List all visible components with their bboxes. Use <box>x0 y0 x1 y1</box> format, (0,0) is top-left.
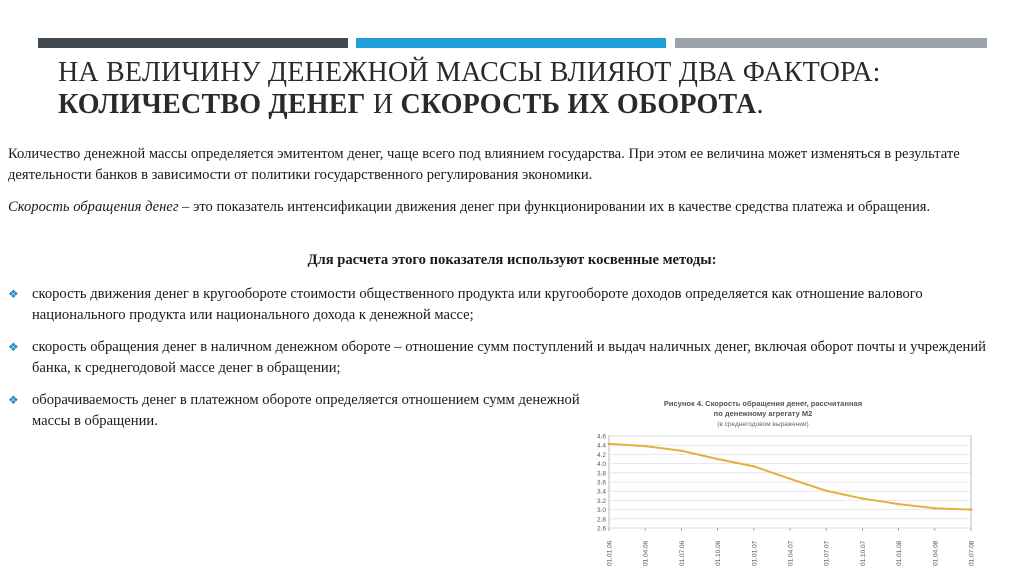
chart-y-tick-label: 3.4 <box>596 488 606 496</box>
chart-y-tick-label: 2.6 <box>596 525 606 533</box>
bullet-item <box>8 390 588 432</box>
accent-bar-grey <box>675 38 987 48</box>
chart-y-tick-label: 3.0 <box>596 507 606 515</box>
chart-data-point <box>680 449 683 452</box>
title-end: . <box>756 89 764 120</box>
chart-x-tick-label: 01.04.08 <box>932 540 940 566</box>
bullet-text: скорость движения денег в кругообороте стоимости общественного продукта или кругообороте доходов определяется как отношение валового национального продукта или национального дохода к денежной массе; <box>32 286 923 323</box>
chart-x-tick-label: 01.01.07 <box>751 540 759 566</box>
title-line-1: НА ВЕЛИЧИНУ ДЕНЕЖНОЙ МАССЫ ВЛИЯЮТ ДВА ФАКТОРА: <box>58 57 881 88</box>
chart-x-tick-label: 01.07.07 <box>823 540 831 566</box>
chart-y-tick-label: 3.2 <box>596 497 606 505</box>
diamond-bullet-icon: ❖ <box>8 340 19 354</box>
velocity-chart <box>583 394 979 576</box>
chart-title-line-1: Рисунок 4. Скорость обращения денег, рассчитанная <box>663 399 863 408</box>
chart-data-point <box>716 458 719 461</box>
chart-x-tick-label: 01.07.08 <box>968 540 976 566</box>
chart-x-tick-label: 01.01.08 <box>896 540 904 566</box>
title-bold-2: СКОРОСТЬ ИХ ОБОРОТА <box>400 89 757 120</box>
chart-y-tick-label: 4.6 <box>596 433 606 441</box>
chart-data-point <box>753 465 756 468</box>
chart-canvas <box>583 394 979 576</box>
chart-y-tick-label: 4.2 <box>596 451 606 459</box>
bullet-text: оборачиваемость денег в платежном обороте определяется отношением сумм денежной массы в обращении. <box>32 392 580 429</box>
chart-y-tick-label: 4.4 <box>596 442 606 450</box>
chart-data-point <box>897 503 900 506</box>
chart-y-tick-label: 3.6 <box>596 479 606 487</box>
slide-title <box>58 57 998 121</box>
chart-data-point <box>825 489 828 492</box>
paragraph-velocity-definition <box>8 197 1008 218</box>
title-bold-1: КОЛИЧЕСТВО ДЕНЕГ <box>58 89 366 120</box>
methods-heading: Для расчета этого показателя используют косвенные методы: <box>307 252 717 268</box>
chart-x-tick-label: 01.10.07 <box>859 540 867 566</box>
chart-x-tick-label: 01.07.06 <box>678 540 686 566</box>
chart-data-point <box>861 497 864 500</box>
velocity-term: Скорость обращения денег <box>8 199 179 215</box>
chart-y-tick-label: 4.0 <box>596 461 606 469</box>
bullet-item <box>8 337 1008 379</box>
chart-series-line <box>609 444 971 510</box>
chart-y-tick-label: 2.8 <box>596 516 606 524</box>
chart-x-tick-label: 01.01.06 <box>606 540 614 566</box>
bullet-text: скорость обращения денег в наличном денежном обороте – отношение сумм поступлений и выдач наличных денег, включая оборот почты и учреждений банка, к среднегодовой массе денег в обращении; <box>32 339 986 376</box>
velocity-definition: – это показатель интенсификации движения денег при функционировании их в качестве средства платежа и обращения. <box>178 199 931 215</box>
bullet-item <box>8 284 1008 326</box>
chart-x-tick-label: 01.04.07 <box>787 540 795 566</box>
title-mid: И <box>365 89 401 120</box>
diamond-bullet-icon: ❖ <box>8 287 19 301</box>
chart-title-line-2: по денежному агрегату М2 <box>713 409 813 418</box>
chart-data-point <box>934 507 937 510</box>
paragraph-money-supply: Количество денежной массы определяется эмитентом денег, чаще всего под влиянием государства. При этом ее величина может изменяться в результате деятельности банков в зависимости от политики государственного регулирования экономики. <box>8 146 960 183</box>
chart-x-tick-label: 01.10.06 <box>715 540 723 566</box>
chart-subtitle: (в среднегодовом выражении) <box>717 421 809 428</box>
chart-data-point <box>644 445 647 448</box>
chart-data-point <box>608 443 611 446</box>
chart-data-point <box>970 508 973 511</box>
accent-bar-dark <box>38 38 348 48</box>
chart-y-tick-label: 3.8 <box>596 470 606 478</box>
diamond-bullet-icon: ❖ <box>8 393 19 407</box>
accent-bar-blue <box>356 38 666 48</box>
chart-x-tick-label: 01.04.06 <box>642 540 650 566</box>
chart-data-point <box>789 477 792 480</box>
